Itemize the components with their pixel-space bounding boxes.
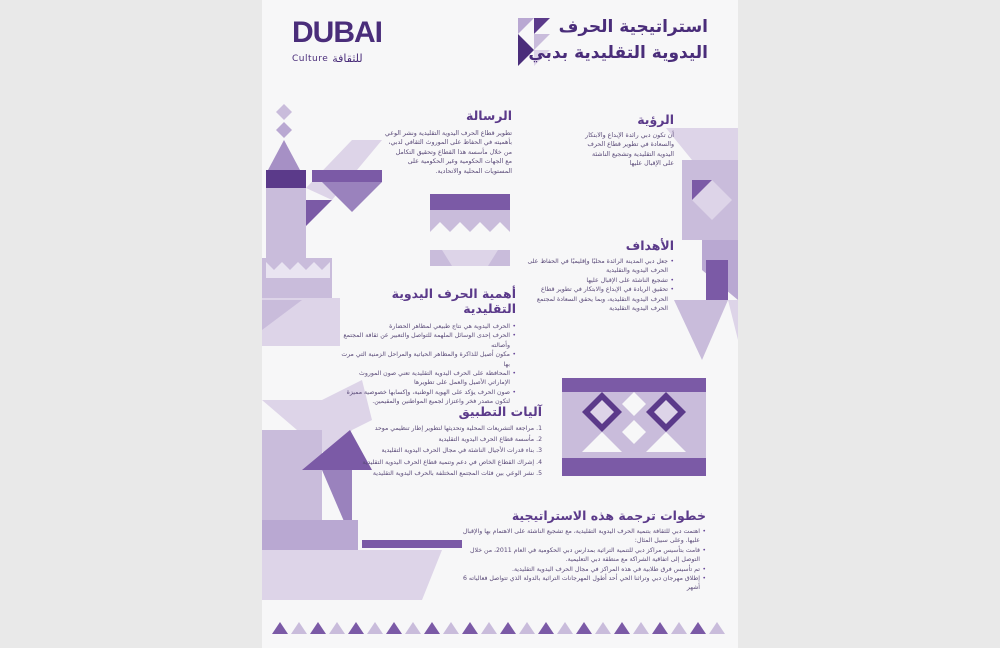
border-triangle — [481, 622, 497, 634]
border-triangle — [291, 622, 307, 634]
importance-item: • الحرف اليدوية هي نتاج طبيعي لمظاهر الحضارة — [340, 322, 516, 331]
mechanisms-section — [362, 404, 542, 479]
poster — [262, 0, 738, 648]
border-triangle — [671, 622, 687, 634]
vision-section — [524, 112, 674, 169]
border-triangle — [500, 622, 516, 634]
goal-item: • جعل دبي المدينة الرائدة محليًا وإقليميًا في الحفاظ على الحرف اليدوية والتقليدية — [524, 257, 674, 276]
border-triangle — [443, 622, 459, 634]
border-triangle — [576, 622, 592, 634]
dubai-culture-logo — [292, 18, 402, 68]
mission-line: مع الجهات الحكومية وغير الحكومية على — [407, 158, 512, 166]
border-triangle — [519, 622, 535, 634]
vision-heading: الرؤية — [637, 112, 674, 127]
vision-line: اليدوية التقليدية وتشجيع الناشئة — [592, 150, 674, 158]
border-triangle — [709, 622, 725, 634]
mission-heading: الرسالة — [465, 108, 512, 123]
border-triangle — [614, 622, 630, 634]
steps-heading: خطوات ترجمة هذه الاستراتيجية — [511, 508, 706, 523]
goal-item: • تشجيع الناشئة على الإقبال عليها — [524, 276, 674, 285]
border-triangle — [557, 622, 573, 634]
page-title — [508, 14, 708, 66]
step-item: • اهتمت دبي للثقافة بتنمية الحرف اليدوية التقليدية، مع تشجيع الناشئة على الاهتمام بها والإقبال عليها. وعلى سبيل المثال: — [462, 527, 706, 546]
logo-arabic: للثقافة — [332, 52, 363, 65]
vision-line: أن تكون دبي رائدة الإبداع والابتكار — [585, 132, 674, 139]
importance-item: • مكون أصيل للذاكرة والمظاهر الحياتية والمراحل الزمنية التي مرت بها — [340, 350, 516, 369]
border-triangle — [348, 622, 364, 634]
border-triangle — [367, 622, 383, 634]
mission-line: من خلال مأسسة هذا القطاع وتحقيق التكامل — [395, 148, 512, 156]
bottom-triangle-border — [272, 622, 725, 634]
goals-section — [524, 238, 674, 313]
logo-culture: Culture — [292, 53, 329, 64]
border-triangle — [652, 622, 668, 634]
mission-section — [372, 108, 512, 176]
border-triangle — [633, 622, 649, 634]
title-line-2: اليدوية التقليدية بدبي — [528, 43, 708, 63]
mechanism-item: 1. مراجعة التشريعات المحلية وتحديثها لتطوير إطار تنظيمي موحد — [374, 425, 542, 432]
border-triangle — [538, 622, 554, 634]
title-line-1: استراتيجية الحرف — [558, 17, 708, 37]
mechanisms-heading: آليات التطبيق — [458, 404, 542, 419]
vision-line: على الإقبال عليها — [629, 160, 674, 168]
importance-item: • صون الحرف يؤكد على الهوية الوطنية، وإكسابها خصوصية مميزة لتكون مصدر فخر واعتزاز لجميع المواطنين والمقيمين. — [340, 388, 516, 407]
mechanism-item: 2. مأسسة قطاع الحرف اليدوية التقليدية — [438, 436, 542, 444]
step-item: • تم تأسيس فرق طلابية في هذه المراكز في مجال الحرف اليدوية التقليدية. — [462, 565, 706, 574]
border-triangle — [424, 622, 440, 634]
goals-heading: الأهداف — [625, 238, 674, 253]
importance-section — [340, 286, 516, 407]
mission-line: بأهميته في الحفاظ على الموروث الثقافي لدبي، — [388, 139, 512, 147]
logo-word: DUBAI — [292, 16, 382, 49]
vision-line: والسعادة في تطوير قطاع الحرف — [587, 141, 674, 149]
border-triangle — [329, 622, 345, 634]
border-triangle — [462, 622, 478, 634]
importance-heading: أهمية الحرف اليدوية التقليدية — [391, 286, 516, 316]
goal-item: • تحقيق الريادة في الإبداع والابتكار في تطوير قطاع الحرف اليدوية التقليدية، وبما يحقق السعادة لمجتمع الحرف اليدوية التقليدية — [524, 285, 674, 313]
importance-item: • الحرف إحدى الوسائل الملهمة للتواصل والتعبير عن ثقافة المجتمع وأصالته — [340, 331, 516, 350]
border-triangle — [386, 622, 402, 634]
steps-section — [462, 508, 706, 593]
border-triangle — [595, 622, 611, 634]
border-triangle — [272, 622, 288, 634]
mechanism-item: 4. إشراك القطاع الخاص في دعم وتنمية قطاع الحرف اليدوية التقليدية — [362, 458, 542, 466]
mission-line: المستويات المحلية والاتحادية. — [435, 167, 512, 175]
border-triangle — [405, 622, 421, 634]
importance-item: • المحافظة على الحرف اليدوية التقليدية تعني صون الموروث الإماراتي الأصيل والعمل على تطويرها — [340, 369, 516, 388]
step-item: • إطلاق مهرجان دبي وتراثنا الحي أحد أطول المهرجانات التراثية بالدولة الذي تتواصل فعالياته 6 أشهر — [462, 574, 706, 593]
mechanism-item: 3. بناء قدرات الأجيال الناشئة في مجال الحرف اليدوية التقليدية — [381, 447, 542, 455]
step-item: • قامت بتأسيس مراكز دبي للتنمية التراثية بمدارس دبي الحكومية في العام 2011، من خلال التوصل إلى اتفاقية الشراكة مع منطقة دبي التعليمية. — [462, 546, 706, 565]
mission-line: تطوير قطاع الحرف اليدوية التقليدية ونشر الوعي — [384, 130, 512, 137]
mechanism-item: 5. نشر الوعي بين فئات المجتمع المختلفة بالحرف اليدوية التقليدية — [372, 469, 542, 477]
border-triangle — [310, 622, 326, 634]
border-triangle — [690, 622, 706, 634]
